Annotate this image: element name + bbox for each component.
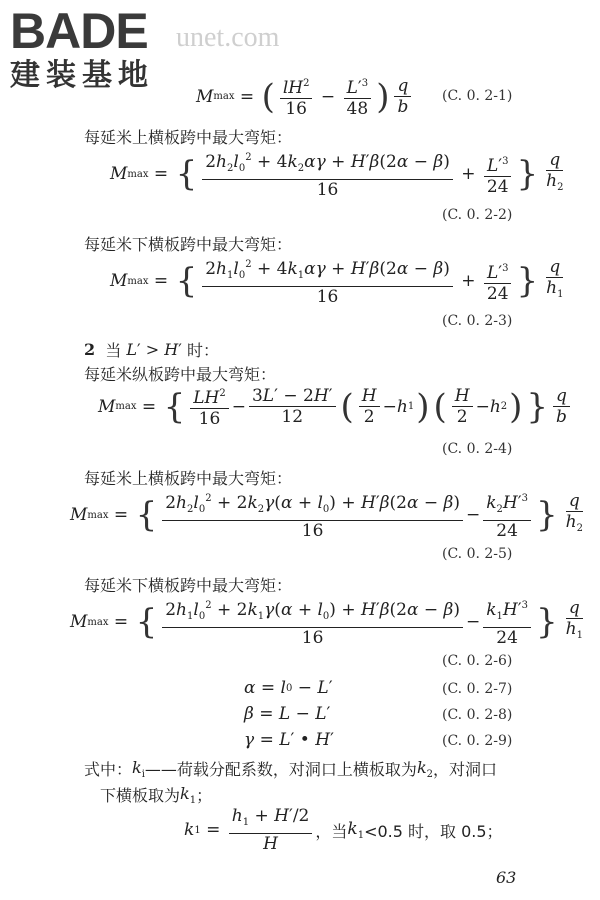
where-line-1: 式中： $k_i$ ——荷载分配系数，对洞口上横板取为 $k_2$ ，对洞口 bbox=[84, 757, 498, 780]
eqno-c022: (C. 0. 2-2) bbox=[442, 207, 513, 223]
condition-prefix: 当 bbox=[105, 341, 122, 360]
condition-line: 2 当 L′ > H′ 时： bbox=[84, 340, 219, 360]
eqno-c025: (C. 0. 2-5) bbox=[442, 546, 513, 562]
equation-c023: M max = { $\frac{2h_1l_0^2 + 4k_1\alpha\gamma + H'\beta(2\alpha - \beta)}{16}$ + $\frac{L'^3}{24}$ } $\frac{q}{h_1}$ bbox=[110, 257, 564, 307]
item-number: 2 bbox=[84, 340, 96, 359]
where-lower: 下横板取为 bbox=[100, 786, 181, 805]
eqno-c028: (C. 0. 2-8) bbox=[442, 707, 513, 723]
where-line-2: 下横板取为 $k_1$ ； bbox=[100, 783, 213, 806]
text-longitudinal: 每延米纵板跨中最大弯矩： bbox=[84, 365, 277, 384]
text-upper-transverse-1: 每延米上横板跨中最大弯矩： bbox=[84, 128, 293, 147]
eqno-c024: (C. 0. 2-4) bbox=[442, 441, 513, 457]
equation-c022: M max = { $\frac{2h_2l_0^2 + 4k_2\alpha\gamma + H'\beta(2\alpha - \beta)}{16}$ + $\frac{L'^3}{24}$ } $\frac{q}{h_2}$ bbox=[110, 150, 564, 200]
equation-c025: M max = { $\frac{2h_2l_0^2 + 2k_2\gamma(\alpha + l_0) + H'\beta(2\alpha - \beta)}{16}$ − $\frac{k_2H'^3}{24}$ } $\frac{q}{h_2}$ bbox=[70, 491, 583, 541]
eqno-c029: (C. 0. 2-9) bbox=[442, 733, 513, 749]
where-end: ； bbox=[196, 786, 213, 805]
eqno-c027: (C. 0. 2-7) bbox=[442, 681, 513, 697]
where-definition-2: ，对洞口 bbox=[433, 760, 498, 779]
eqno-c026: (C. 0. 2-6) bbox=[442, 653, 513, 669]
equation-c026: M max = { $\frac{2h_1l_0^2 + 2k_1\gamma(\alpha + l_0) + H'\beta(2\alpha - \beta)}{16}$ − $\frac{k_1H'^3}{24}$ } $\frac{q}{h_1}$ bbox=[70, 598, 583, 648]
k1-condition-suffix: <0.5 时，取 0.5； bbox=[364, 821, 503, 841]
bade-logo bbox=[10, 3, 180, 96]
logo-brand: BADE bbox=[10, 3, 148, 59]
watermark: unet.com bbox=[176, 22, 280, 53]
page-number: 63 bbox=[496, 868, 517, 887]
eqno-c021: (C. 0. 2-1) bbox=[442, 88, 513, 104]
equation-c028: β = L − L ′ bbox=[244, 704, 331, 724]
equation-c024: M max = { $\frac{LH^2}{16}$ − $\frac{3L' - 2H'}{12}$ ( $\frac{H}{2}$ − h 1 ) ( $\frac{H}{2}$ − h 2 ) } $\frac{q}{b}$ bbox=[98, 384, 573, 429]
text-lower-transverse-2: 每延米下横板跨中最大弯矩： bbox=[84, 576, 293, 595]
equation-k1: k 1 = $\frac{h_1 + H'/2}{H}$ ，当 $k_1$ <0.5 时，取 0.5； bbox=[184, 806, 503, 854]
where-definition: ——荷载分配系数，对洞口上横板取为 bbox=[144, 760, 417, 779]
text-upper-transverse-2: 每延米上横板跨中最大弯矩： bbox=[84, 469, 293, 488]
logo-subtitle: 建装基地 bbox=[10, 58, 154, 93]
equation-c029: γ = L ′ • H ′ bbox=[244, 730, 334, 750]
equation-c021: M max = ( $\frac{lH^2}{16}$ − $\frac{L'^3}{48}$ ) $\frac{q}{b}$ bbox=[196, 74, 414, 119]
where-prefix: 式中： bbox=[84, 760, 133, 779]
equation-c027: α = l 0 − L ′ bbox=[244, 678, 333, 698]
k1-condition-prefix: ，当 bbox=[315, 821, 348, 841]
text-lower-transverse-1: 每延米下横板跨中最大弯矩： bbox=[84, 235, 293, 254]
eqno-c023: (C. 0. 2-3) bbox=[442, 313, 513, 329]
condition-suffix: 时： bbox=[186, 341, 219, 360]
